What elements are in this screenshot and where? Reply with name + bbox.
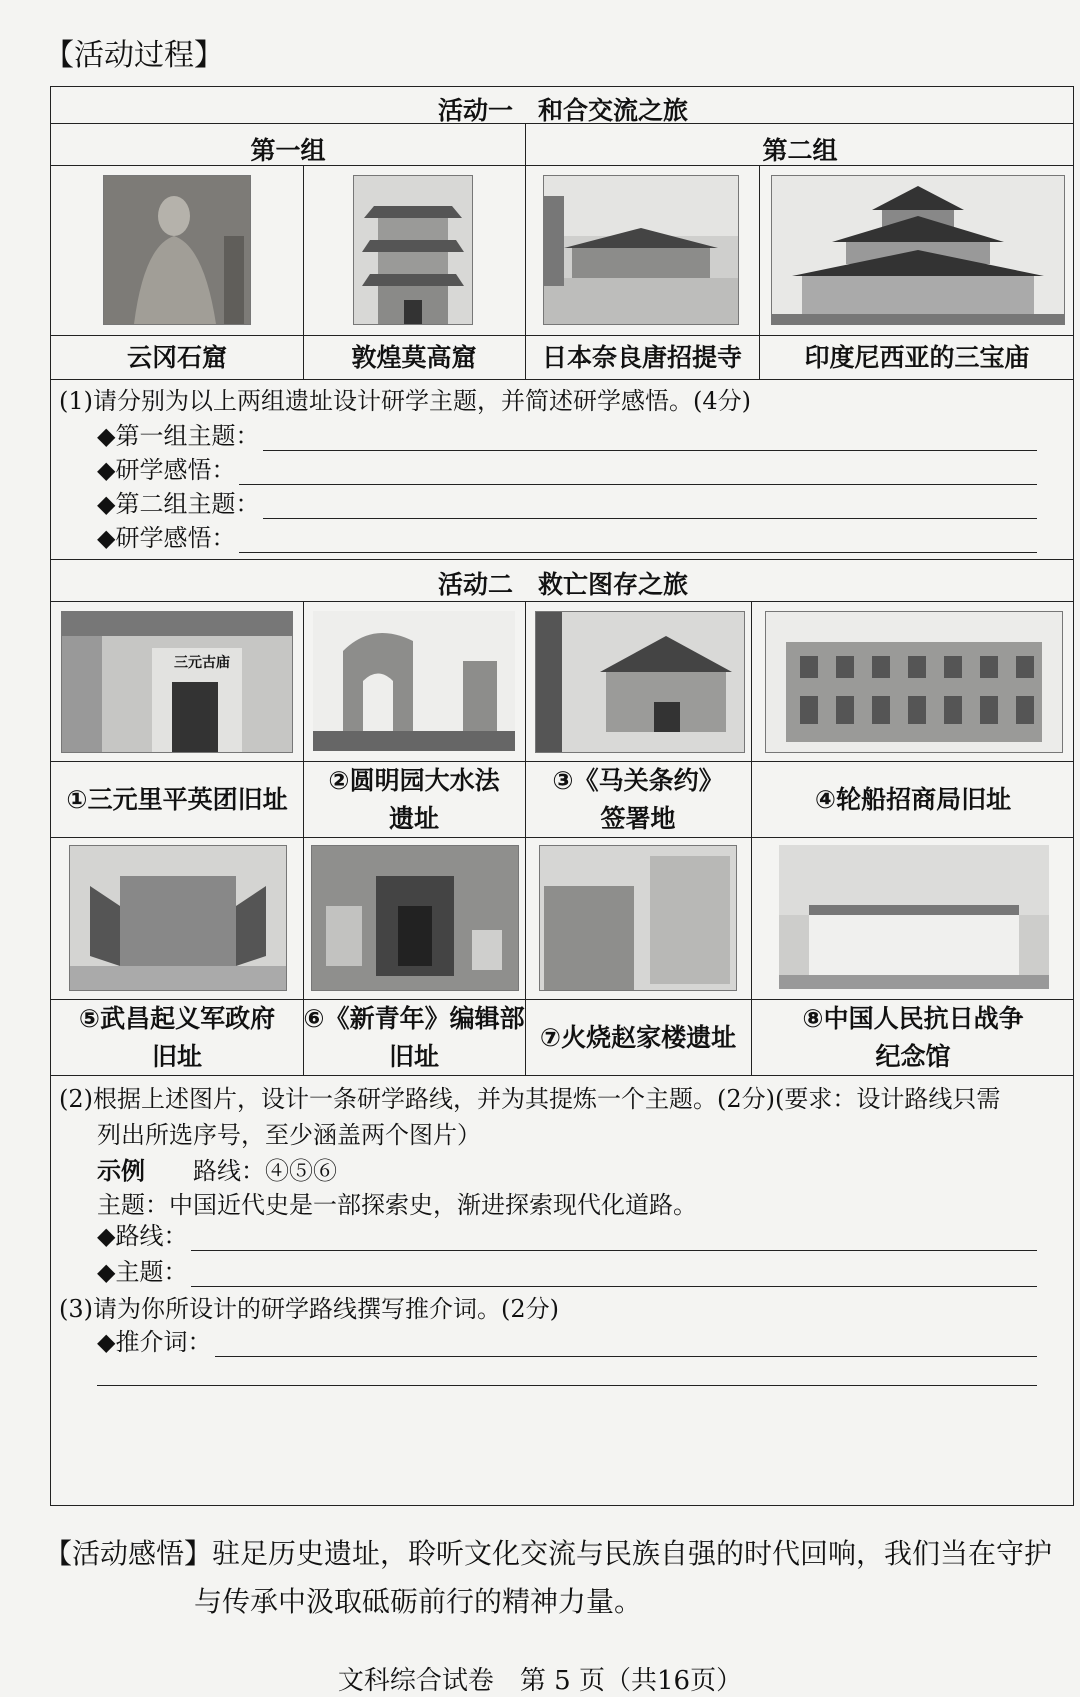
photo-zhaojialou [539,845,737,991]
caption-line-2: 旧址 [151,1042,202,1071]
activity2-title: 活动二 救亡图存之旅 [437,570,688,599]
building-icon [766,612,1062,752]
buddha-statue-icon [104,176,250,324]
q1-group1-theme-field[interactable]: ◆第一组主题： [97,421,1037,451]
reflection-text-1: 驻足历史遗址，聆听文化交流与民族自强的时代回响，我们当在守护 [212,1537,1053,1570]
q3-extra-line[interactable] [97,1385,1037,1386]
q1-group2-theme-field[interactable]: ◆第二组主题： [97,489,1037,519]
photo-new-youth [311,845,519,991]
photo-yuanmingyuan [313,611,515,751]
caption-site-1: ①三元里平英团旧址 [66,785,288,814]
caption-site-6 [303,1003,525,1073]
memorial-hall-icon [779,845,1049,989]
caption-line-2: 签署地 [600,804,676,833]
q1-group1-reflection-field[interactable]: ◆研学感悟： [97,455,1037,485]
ruins-icon [313,611,515,751]
photo-wuchang-uprising [69,845,287,991]
reflection-label: 【活动感悟】 [44,1537,213,1570]
q1-prompt: (1)请分别为以上两组遗址设计研学主题，并简述研学感悟。(4分) [59,387,751,415]
q3-recommendation-field[interactable]: ◆推介词： [97,1327,1037,1357]
caption-line-1: ②圆明园大水法 [328,766,500,795]
photo-china-merchants [765,611,1063,753]
caption-line-1: ③《马关条约》 [552,766,724,795]
group1-label: 第一组 [250,136,326,165]
group2-label: 第二组 [762,136,838,165]
caption-line-1: ⑧中国人民抗日战争 [802,1004,1024,1033]
building-icon [70,846,286,990]
photo-yungang-grottoes [103,175,251,325]
photo-war-memorial [779,845,1049,989]
photo-toshodaiji-temple [543,175,739,325]
page-footer: 文科综合试卷 第 5 页（共16页） [337,1666,743,1696]
caption-site-8 [751,1003,1075,1073]
caption-line-1: ⑤武昌起义军政府 [78,1004,276,1033]
caption-site-7: ⑦火烧赵家楼遗址 [539,1023,737,1052]
activity-table [50,86,1074,1506]
caption-line-2: 旧址 [388,1042,439,1071]
hall-icon [536,612,744,752]
caption-sam-poo-kong: 印度尼西亚的三宝庙 [804,343,1030,372]
q3-prompt: (3)请为你所设计的研学路线撰写推介词。(2分) [59,1295,559,1323]
section-heading: 【活动过程】 [44,38,224,73]
q2-prompt-line1: (2)根据上述图片，设计一条研学路线，并为其提炼一个主题。(2分)(要求：设计路线只需 [59,1085,1001,1113]
caption-toshodaiji: 日本奈良唐招提寺 [541,343,742,372]
caption-mogao: 敦煌莫高窟 [351,343,477,372]
photo-sam-poo-kong-temple [771,175,1065,325]
gate-icon [312,846,518,990]
caption-site-2 [303,765,525,835]
q1-group2-reflection-field[interactable]: ◆研学感悟： [97,523,1037,553]
q2-example-theme: 主题：中国近代史是一部探索史，渐进探索现代化道路。 [97,1191,697,1219]
building-icon [62,612,292,752]
sanyuan-sign: 三元古庙 [174,655,230,671]
photo-shimonoseki [535,611,745,753]
activity-reflection [44,1530,1074,1626]
pagoda-icon [354,176,472,324]
q2-example-label: 示例 [97,1157,145,1185]
caption-yungang: 云冈石窟 [126,343,227,372]
caption-site-4: ④轮船招商局旧址 [814,785,1012,814]
caption-line-2: 遗址 [388,804,439,833]
temple-icon [772,176,1064,324]
photo-mogao-caves [353,175,473,325]
q2-example-route: 路线：④⑤⑥ [193,1157,337,1185]
photo-sanyuanli [61,611,293,753]
monument-icon [540,846,736,990]
reflection-text-2: 与传承中汲取砥砺前行的精神力量。 [194,1585,643,1618]
q2-prompt-line2: 列出所选序号，至少涵盖两个图片） [97,1121,481,1149]
temple-icon [544,176,738,324]
activity1-title: 活动一 和合交流之旅 [437,96,688,125]
caption-site-5 [51,1003,303,1073]
q2-theme-field[interactable]: ◆主题： [97,1257,1037,1287]
caption-site-3 [525,765,751,835]
caption-line-1: ⑥《新青年》编辑部 [303,1004,525,1033]
caption-line-2: 纪念馆 [875,1042,951,1071]
q2-route-field[interactable]: ◆路线： [97,1221,1037,1251]
